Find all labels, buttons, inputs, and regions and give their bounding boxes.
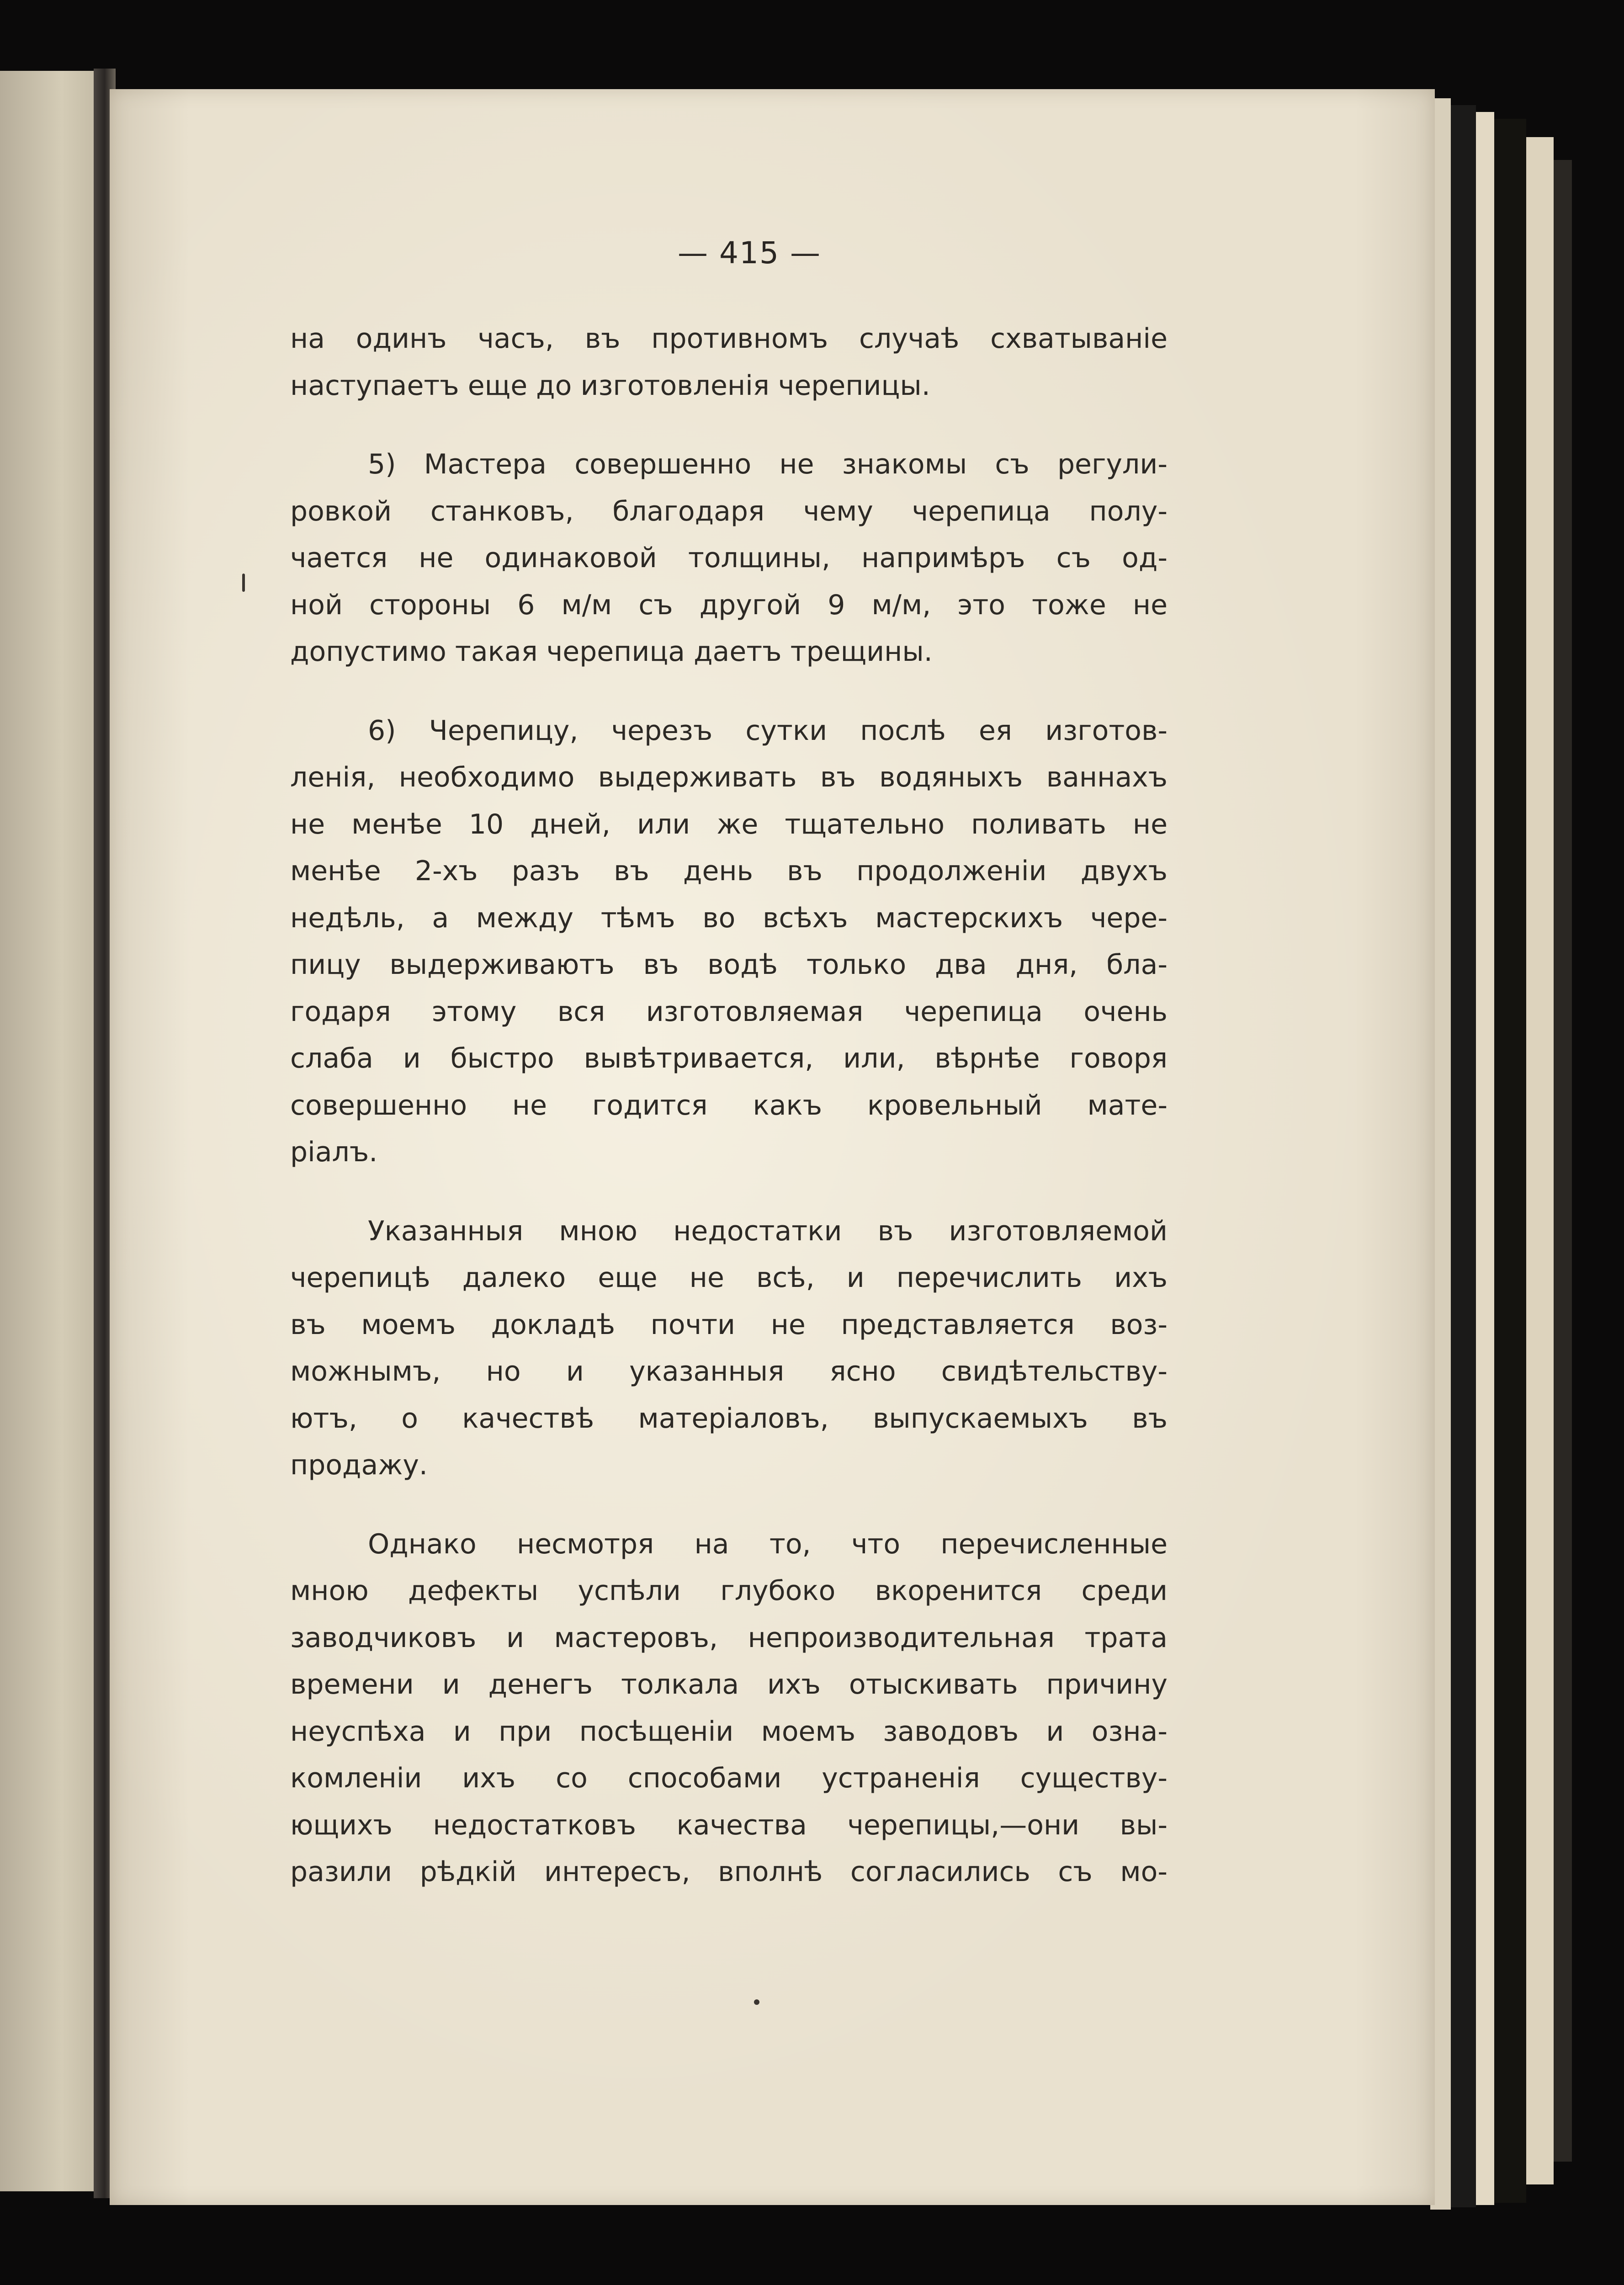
text-line: разили рѣдкій интересъ, вполнѣ согласились съ мо- — [290, 1856, 1168, 1888]
page-number: — 415 — — [678, 235, 821, 271]
paper-speck — [242, 574, 245, 592]
paper-speck — [754, 1999, 759, 2005]
text-line: годаря этому вся изготовляемая черепица очень — [290, 995, 1168, 1028]
paragraph-4 — [290, 1208, 1168, 1489]
text-line: совершенно не годится какъ кровельный мате- — [290, 1089, 1168, 1121]
text-line: Однако несмотря на то, что перечисленные — [368, 1528, 1168, 1560]
book-page — [110, 89, 1435, 2205]
text-line: наступаетъ еще до изготовленія черепицы. — [290, 369, 930, 402]
text-line: продажу. — [290, 1449, 428, 1481]
previous-page-edge — [0, 71, 103, 2191]
page-stack-edge — [1451, 105, 1476, 2207]
text-line: мною дефекты успѣли глубоко вкоренится среди — [290, 1575, 1168, 1607]
paragraph-1 — [290, 315, 1168, 409]
page-stack-edge — [1494, 119, 1526, 2203]
page-stack-edge — [1554, 160, 1572, 2162]
text-line: времени и денегъ толкала ихъ отыскивать причину — [290, 1669, 1168, 1700]
text-line: заводчиковъ и мастеровъ, непроизводительная трата — [290, 1621, 1168, 1654]
paragraph-3 — [290, 707, 1168, 1176]
text-line: комленіи ихъ со способами устраненія существу- — [290, 1762, 1168, 1794]
text-line: въ моемъ докладѣ почти не представляется воз- — [290, 1308, 1168, 1341]
text-line: слаба и быстро вывѣтривается, или, вѣрнѣе говоря — [290, 1042, 1168, 1074]
text-line: Указанныя мною недостатки въ изготовляемой — [368, 1215, 1168, 1247]
text-line: ленія, необходимо выдерживать въ водяныхъ ваннахъ — [290, 761, 1168, 793]
text-line: ющихъ недостатковъ качества черепицы,—они вы- — [290, 1809, 1168, 1841]
text-line: на одинъ часъ, въ противномъ случаѣ схватываніе — [290, 323, 1168, 355]
page-body-text — [290, 315, 1168, 1896]
text-line: ютъ, о качествѣ матеріаловъ, выпускаемыхъ въ — [290, 1402, 1168, 1435]
text-line: неуспѣха и при посѣщеніи моемъ заводовъ и озна- — [290, 1715, 1168, 1748]
text-line: можнымъ, но и указанныя ясно свидѣтельству- — [290, 1355, 1168, 1387]
text-line: не менѣе 10 дней, или же тщательно поливать не — [290, 808, 1168, 840]
text-line: допустимо такая черепица даетъ трещины. — [290, 636, 933, 668]
text-line: 6) Черепицу, черезъ сутки послѣ ея изготов- — [368, 714, 1168, 747]
text-line: ровкой станковъ, благодаря чему черепица полу- — [290, 495, 1168, 527]
text-line: ріалъ. — [290, 1136, 378, 1168]
paragraph-2 — [290, 441, 1168, 675]
text-line: черепицѣ далеко еще не всѣ, и перечислить ихъ — [290, 1262, 1168, 1294]
text-line: 5) Мастера совершенно не знакомы съ регули- — [368, 448, 1168, 480]
text-line: менѣе 2-хъ разъ въ день въ продолженіи двухъ — [290, 855, 1168, 887]
text-line: ной стороны 6 м/м съ другой 9 м/м, это тоже не — [290, 589, 1168, 621]
text-line: пицу выдерживаютъ въ водѣ только два дня, бла- — [290, 949, 1168, 981]
paragraph-5 — [290, 1521, 1168, 1896]
text-line: недѣль, а между тѣмъ во всѣхъ мастерскихъ чере- — [290, 902, 1168, 934]
page-stack-edge — [1476, 112, 1494, 2205]
text-line: чается не одинаковой толщины, напримѣръ съ од- — [290, 542, 1168, 574]
page-stack-edge — [1526, 137, 1554, 2184]
